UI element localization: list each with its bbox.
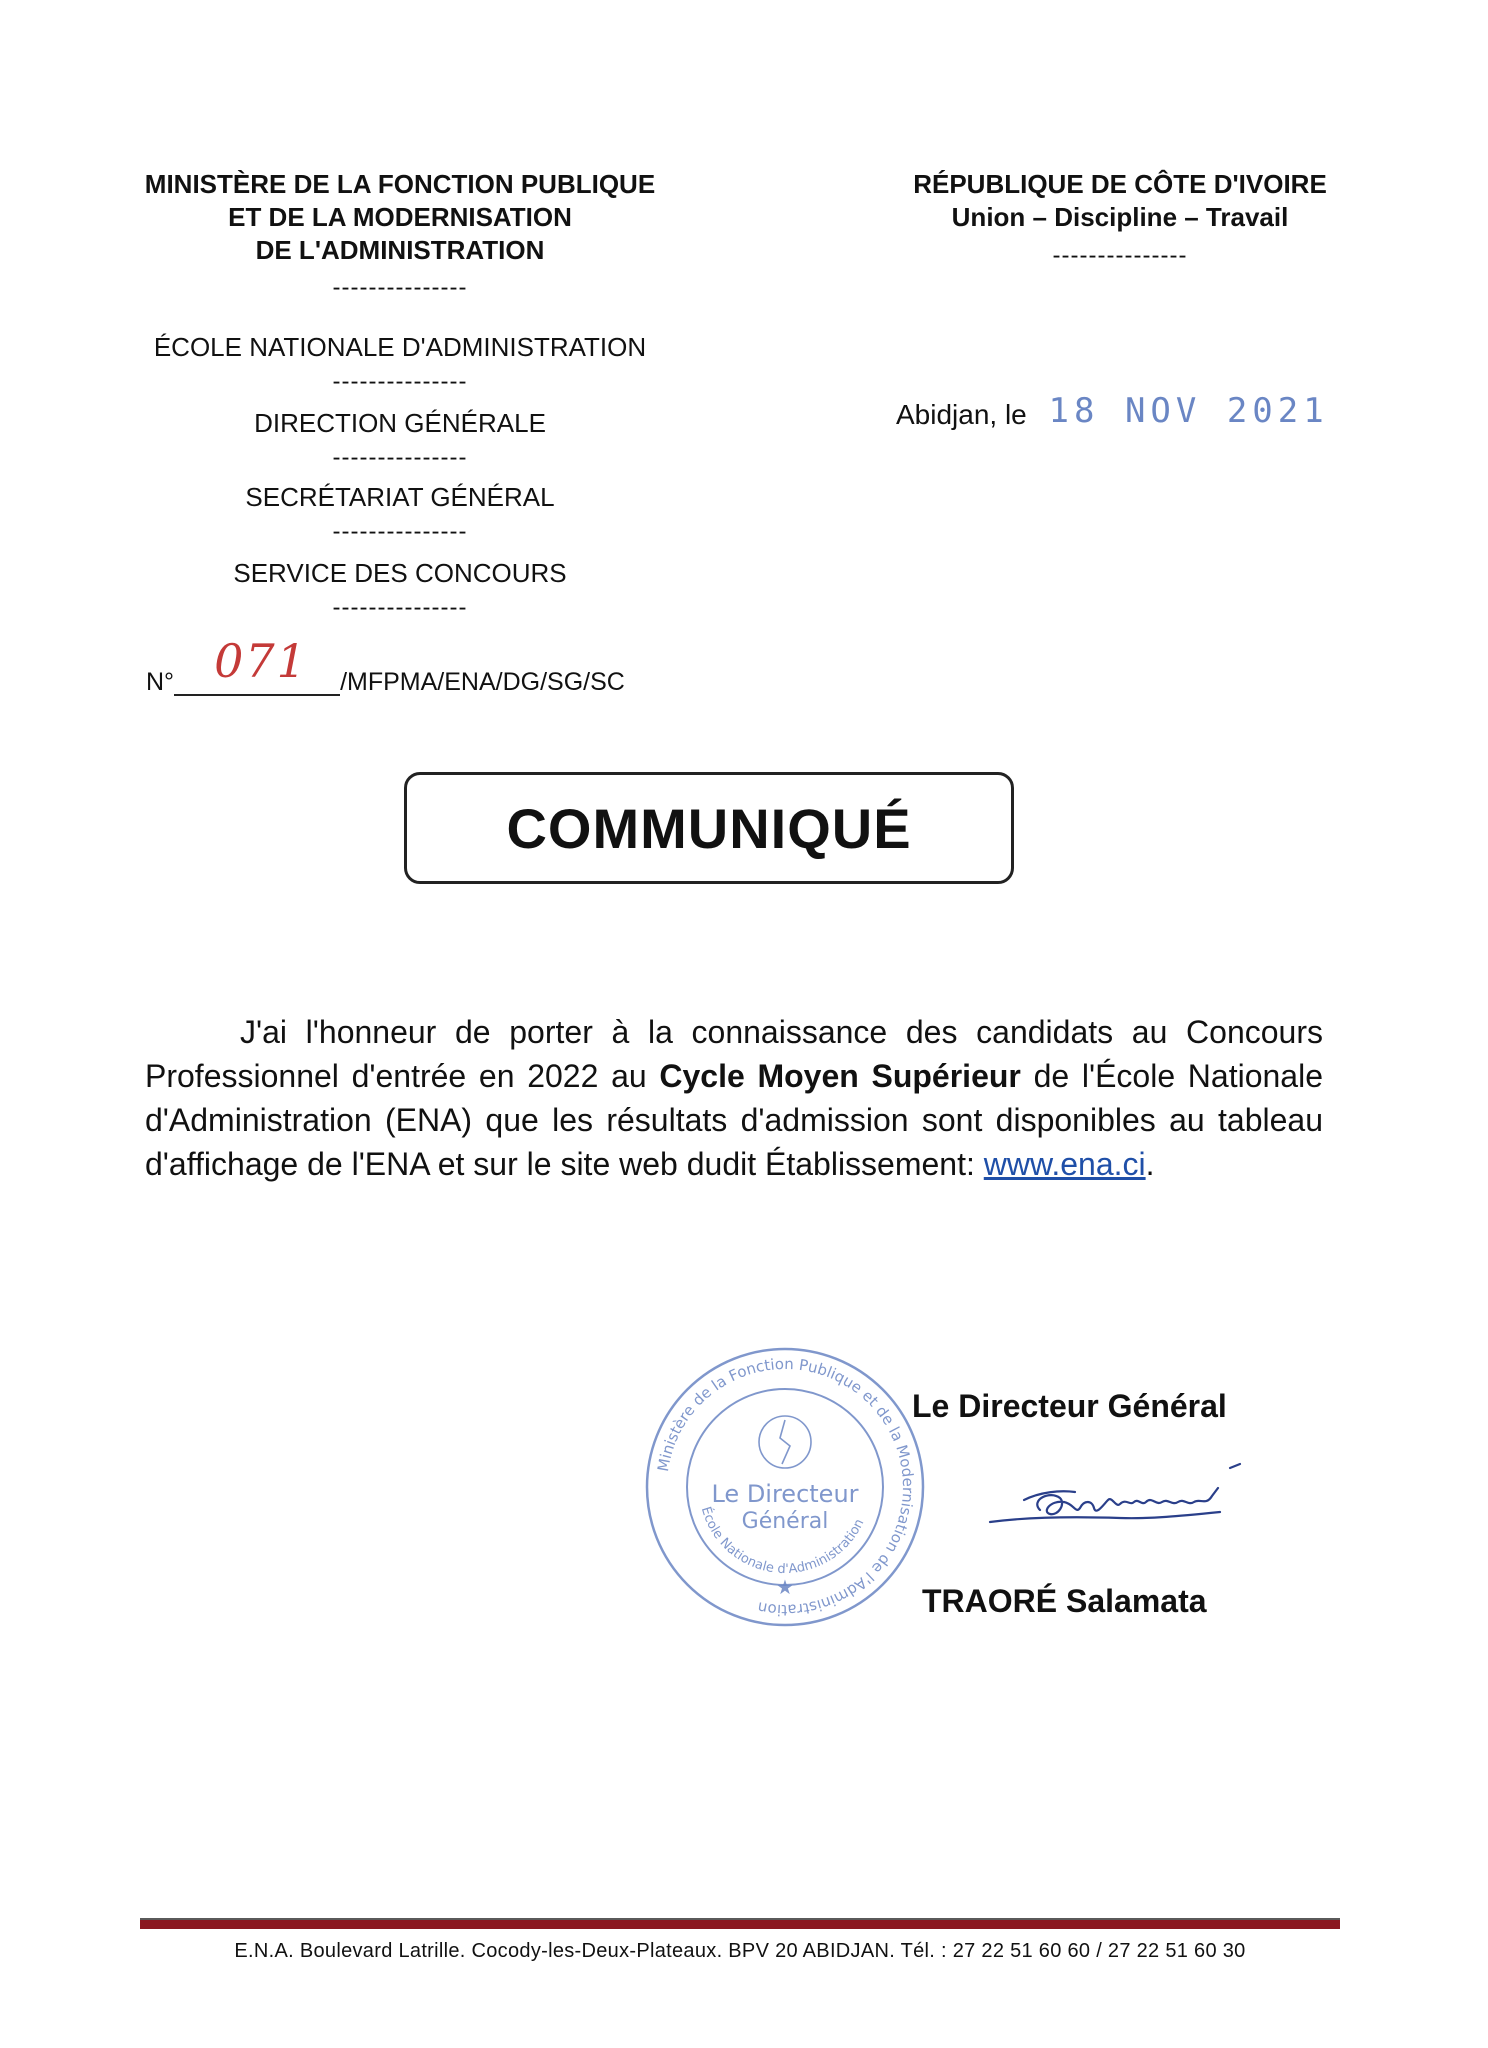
ministry-heading (120, 168, 680, 267)
reference-number (146, 634, 625, 697)
ministry-line-2: ET DE LA MODERNISATION (228, 202, 572, 232)
direction-name: DIRECTION GÉNÉRALE (254, 408, 546, 438)
separator: --------------- (332, 594, 468, 621)
stamp-center-line-2: Général (741, 1509, 829, 1534)
ministry-line-3: DE L'ADMINISTRATION (255, 235, 545, 265)
date-stamp: 18 NOV 2021 (1048, 391, 1329, 431)
separator: --------------- (1052, 242, 1188, 269)
separator: --------------- (332, 518, 468, 545)
school-name: ÉCOLE NATIONALE D'ADMINISTRATION (153, 332, 647, 362)
body-text-2: de l'École Nationale d'Administration (ENA) que les résultats d'admission sont disponibles au tableau d'affichage de l'ENA et sur le site web dudit Établissement: (145, 1058, 1324, 1182)
stamp-ring-text: Ministère de la Fonction Publique et de la Modernisation de l'Administration (653, 1354, 918, 1620)
official-stamp (640, 1342, 930, 1632)
communique-box (404, 772, 1014, 884)
stamp-center-line-1: Le Directeur (711, 1480, 859, 1508)
body-bold-text: Cycle Moyen Supérieur (659, 1058, 1021, 1094)
handwritten-signature (980, 1460, 1280, 1550)
reference-blank (174, 634, 340, 696)
reference-prefix: N° (146, 668, 175, 696)
date-line (896, 393, 1329, 433)
stamp-seal-icon (640, 1342, 930, 1632)
stamp-inner-text: École Nationale d'Administration (697, 1505, 868, 1578)
reference-suffix: /MFPMA/ENA/DG/SG/SC (340, 668, 625, 696)
body-end: . (1145, 1146, 1155, 1182)
republic-name: RÉPUBLIQUE DE CÔTE D'IVOIRE (913, 169, 1327, 199)
signatory-title: Le Directeur Général (912, 1388, 1227, 1424)
signature-icon (980, 1460, 1280, 1550)
date-prefix: Abidjan, le (896, 399, 1027, 430)
signatory-name: TRAORÉ Salamata (922, 1583, 1207, 1619)
ministry-line-1: MINISTÈRE DE LA FONCTION PUBLIQUE (144, 169, 656, 199)
footer-address: E.N.A. Boulevard Latrille. Cocody-les-Deux-Plateaux. BPV 20 ABIDJAN. Tél. : 27 22 51 60 60 / 27 22 51 60 30 (234, 1940, 1246, 1962)
document-title: COMMUNIQUÉ (506, 796, 912, 860)
secretariat-name: SECRÉTARIAT GÉNÉRAL (245, 482, 555, 512)
republic-heading (860, 168, 1380, 234)
separator: --------------- (332, 274, 468, 301)
handwritten-number: 071 (214, 634, 308, 688)
footer-divider (140, 1918, 1340, 1929)
separator: --------------- (332, 444, 468, 471)
separator: --------------- (332, 368, 468, 395)
stamp-star-icon: ★ (776, 1575, 794, 1599)
service-name: SERVICE DES CONCOURS (233, 558, 567, 588)
website-link[interactable]: www.ena.ci (983, 1146, 1146, 1182)
republic-motto: Union – Discipline – Travail (951, 202, 1289, 232)
body-paragraph (145, 1010, 1323, 1186)
body-text-1: J'ai l'honneur de porter à la connaissance des candidats au Concours Professionnel d'entrée en 2022 au (145, 1014, 1323, 1094)
